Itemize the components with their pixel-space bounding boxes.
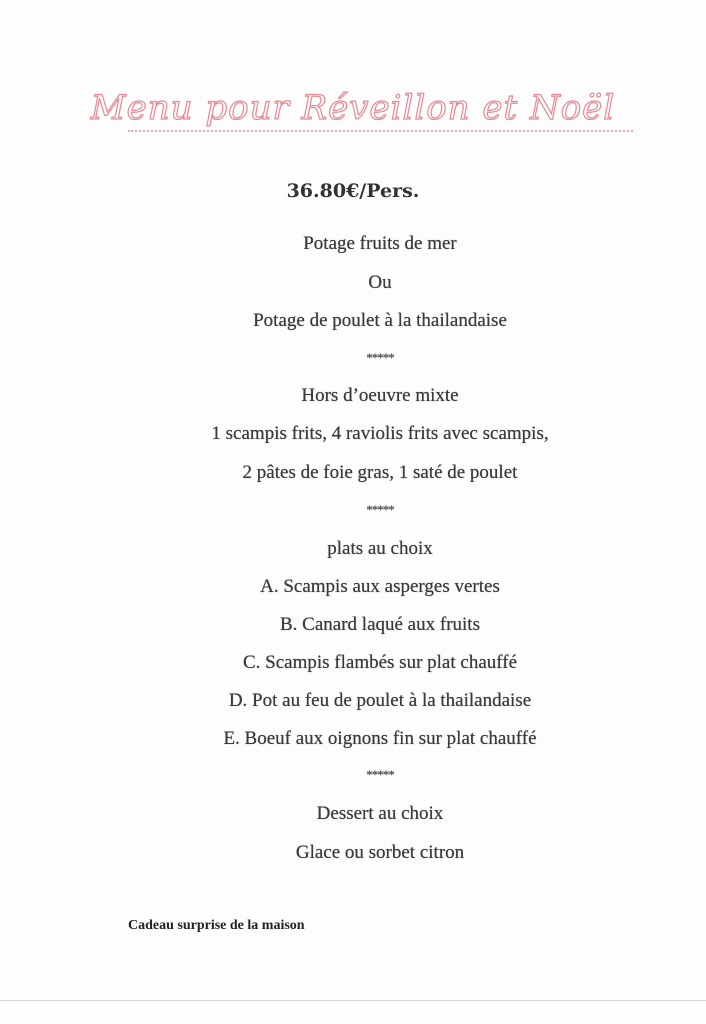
footer-note: Cadeau surprise de la maison [128,918,305,933]
menu-separator: ***** [366,350,394,365]
menu-line-main-heading: plats au choix [327,538,433,559]
price-per-person: 36.80€/Pers. [286,180,420,202]
menu-line-main-e: E. Boeuf aux oignons fin sur plat chauffé [223,728,537,749]
menu-line-main-b: B. Canard laqué aux fruits [280,614,480,635]
menu-line-main-d: D. Pot au feu de poulet à la thailandaise [228,690,532,711]
menu-line-main-a: A. Scampis aux asperges vertes [260,576,500,597]
menu-line-starter-1: Potage fruits de mer [303,233,457,254]
menu-line-dessert-heading: Dessert au choix [316,803,444,824]
menu-line-main-c: C. Scampis flambés sur plat chauffé [242,652,518,673]
title-underline [128,130,633,132]
menu-title: Menu pour Réveillon et Noël [90,88,616,128]
menu-line-hors-doeuvre-detail-1: 1 scampis frits, 4 raviolis frits avec scampis, [211,423,549,444]
menu-line-hors-doeuvre: Hors d’oeuvre mixte [301,385,459,406]
menu-line-or: Ou [368,272,392,293]
menu-line-hors-doeuvre-detail-2: 2 pâtes de foie gras, 1 saté de poulet [242,462,518,483]
page-edge [0,1000,706,1001]
menu-line-starter-2: Potage de poulet à la thailandaise [253,310,507,331]
menu-separator: ***** [366,767,394,782]
menu-line-dessert: Glace ou sorbet citron [295,842,465,863]
menu-separator: ***** [366,502,394,517]
